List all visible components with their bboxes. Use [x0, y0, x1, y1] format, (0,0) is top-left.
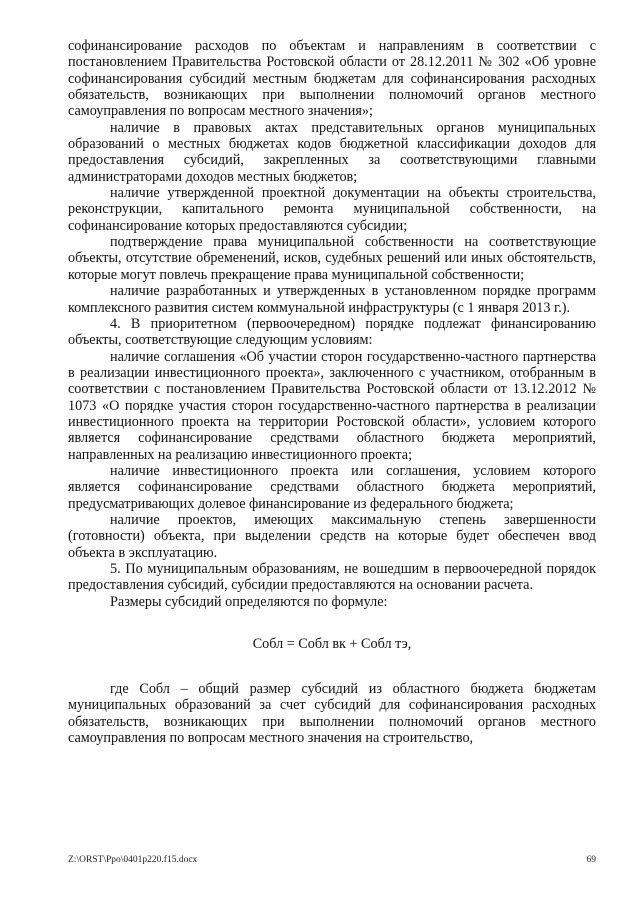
document-body	[68, 38, 596, 746]
paragraph-11: Размеры субсидий определяются по формуле:	[110, 593, 388, 610]
paragraph-5: наличие разработанных и утвержденных в установленном порядке программ комплексного развития систем коммунальной инфраструктуры (с 1 января 2013 г.).	[68, 283, 596, 316]
paragraph-after-formula: где Собл – общий размер субсидий из областного бюджета бюджетам муниципальных образований за счет субсидий для софинансирования расходных обязательств, возникающих при выполнении полномочий органов местного самоуправления по вопросам местного значения на строительство,	[68, 681, 596, 747]
paragraph-7: наличие соглашения «Об участии сторон государственно-частного партнерства в реализации инвестиционного проекта», заключенного с участником, отобранным в соответствии с постановлением Правительства Ростовской области от 13.12.2012 № 1073 «О порядке участия сторон государственно-частного партнерства в реализации инвестиционного проекта на территории Ростовской области», условием которого является софинансирование средствами областного бюджета мероприятий, направленных на реализацию инвестиционного проекта;	[68, 348, 596, 463]
formula: Собл = Собл вк + Собл тэ,	[252, 636, 412, 653]
footer-file-path: Z:\ORST\Ppo\0401p220.f15.docx	[68, 855, 198, 865]
paragraph-1: софинансирование расходов по объектам и направлениям в соответствии с постановлением Правительства Ростовской области от 28.12.2011 № 302 «Об уровне софинансирования субсидий местным бюджетам для софинансирования расходных обязательств, возникающих при выполнении полномочий органов местного самоуправления по вопросам местного значения»;	[68, 38, 596, 120]
paragraph-6: 4. В приоритетном (первоочередном) порядке подлежат финансированию объекты, соответствующие следующим условиям:	[68, 315, 596, 349]
paragraph-9: наличие проектов, имеющих максимальную степень завершенности (готовности) объекта, при выделении средств на которые будет обеспечен ввод объекта в эксплуатацию.	[68, 511, 596, 561]
paragraph-8: наличие инвестиционного проекта или соглашения, условием которого является софинансирование средствами областного бюджета мероприятий, предусматривающих долевое финансирование из федерального бюджета;	[68, 462, 596, 512]
paragraph-10: 5. По муниципальным образованиям, не вошедшим в первоочередной порядок предоставления субсидий, субсидии предоставляются на основании расчета.	[68, 561, 596, 594]
paragraph-2: наличие в правовых актах представительных органов муниципальных образований о местных бюджетах кодов бюджетной классификации доходов для предоставления субсидий, закрепленных за соответствующими главными администраторами доходов местных бюджетов;	[68, 119, 596, 185]
page-number: 69	[586, 855, 596, 865]
paragraph-3: наличие утвержденной проектной документации на объекты строительства, реконструкции, капитального ремонта муниципальной собственности, на софинансирование которых предоставляются субсидии;	[68, 185, 596, 234]
paragraph-4: подтверждение права муниципальной собственности на соответствующие объекты, отсутствие обременений, исков, судебных решений или иных обстоятельств, которые могут повлечь прекращение права муниципальной собственности;	[68, 234, 596, 283]
